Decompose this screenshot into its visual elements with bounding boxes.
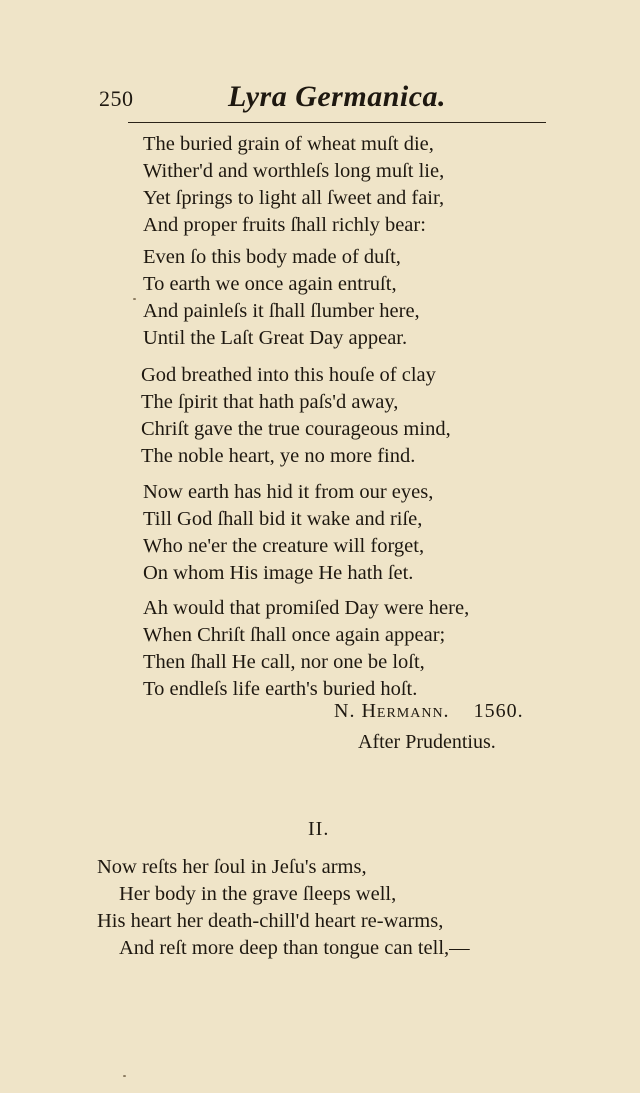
poem-line: Now reſts her ſoul in Jeſu's arms, [97,856,367,878]
poem-line: Then ſhall He call, nor one be loſt, [143,651,425,673]
attribution-author [334,700,524,723]
poem-line: And proper fruits ſhall richly bear: [143,214,426,236]
author-name: N. Hermann. [334,700,450,722]
page-number: 250 [99,86,134,111]
paper-speck [133,298,136,300]
poem-line: Now earth has hid it from our eyes, [143,481,434,503]
poem-line: God breathed into this houſe of clay [141,364,436,386]
poem-line: Till God ſhall bid it wake and riſe, [143,508,423,530]
running-title: Lyra Germanica. [228,80,447,113]
poem-line: The noble heart, ye no more find. [141,445,416,467]
poem-line: The buried grain of wheat muſt die, [143,133,434,155]
poem-line: Until the Laſt Great Day appear. [143,327,408,349]
poem-line: His heart her death-chill'd heart re-warms, [97,910,444,932]
section-heading: II. [308,818,330,840]
attribution-year: 1560. [473,700,524,722]
attribution-source: After Prudentius. [358,731,496,753]
header-rule [128,122,546,123]
poem-line: And painleſs it ſhall ſlumber here, [143,300,420,322]
poem-line: When Chriſt ſhall once again appear; [143,624,446,646]
poem-line: Who ne'er the creature will forget, [143,535,425,557]
poem-line: Her body in the grave ſleeps well, [119,883,397,905]
poem-line: Chriſt gave the true courageous mind, [141,418,451,440]
poem-line: On whom His image He hath ſet. [143,562,414,584]
poem-line: Even ſo this body made of duſt, [143,246,401,268]
poem-line: Ah would that promiſed Day were here, [143,597,470,619]
poem-line: The ſpirit that hath paſs'd away, [141,391,399,413]
poem-line: Yet ſprings to light all ſweet and fair, [143,187,445,209]
poem-line: And reſt more deep than tongue can tell,— [119,937,470,959]
poem-line: To earth we once again entruſt, [143,273,397,295]
paper-speck [123,1075,126,1077]
poem-line: Wither'd and worthleſs long muſt lie, [143,160,445,182]
poem-line: To endleſs life earth's buried hoſt. [143,678,418,700]
